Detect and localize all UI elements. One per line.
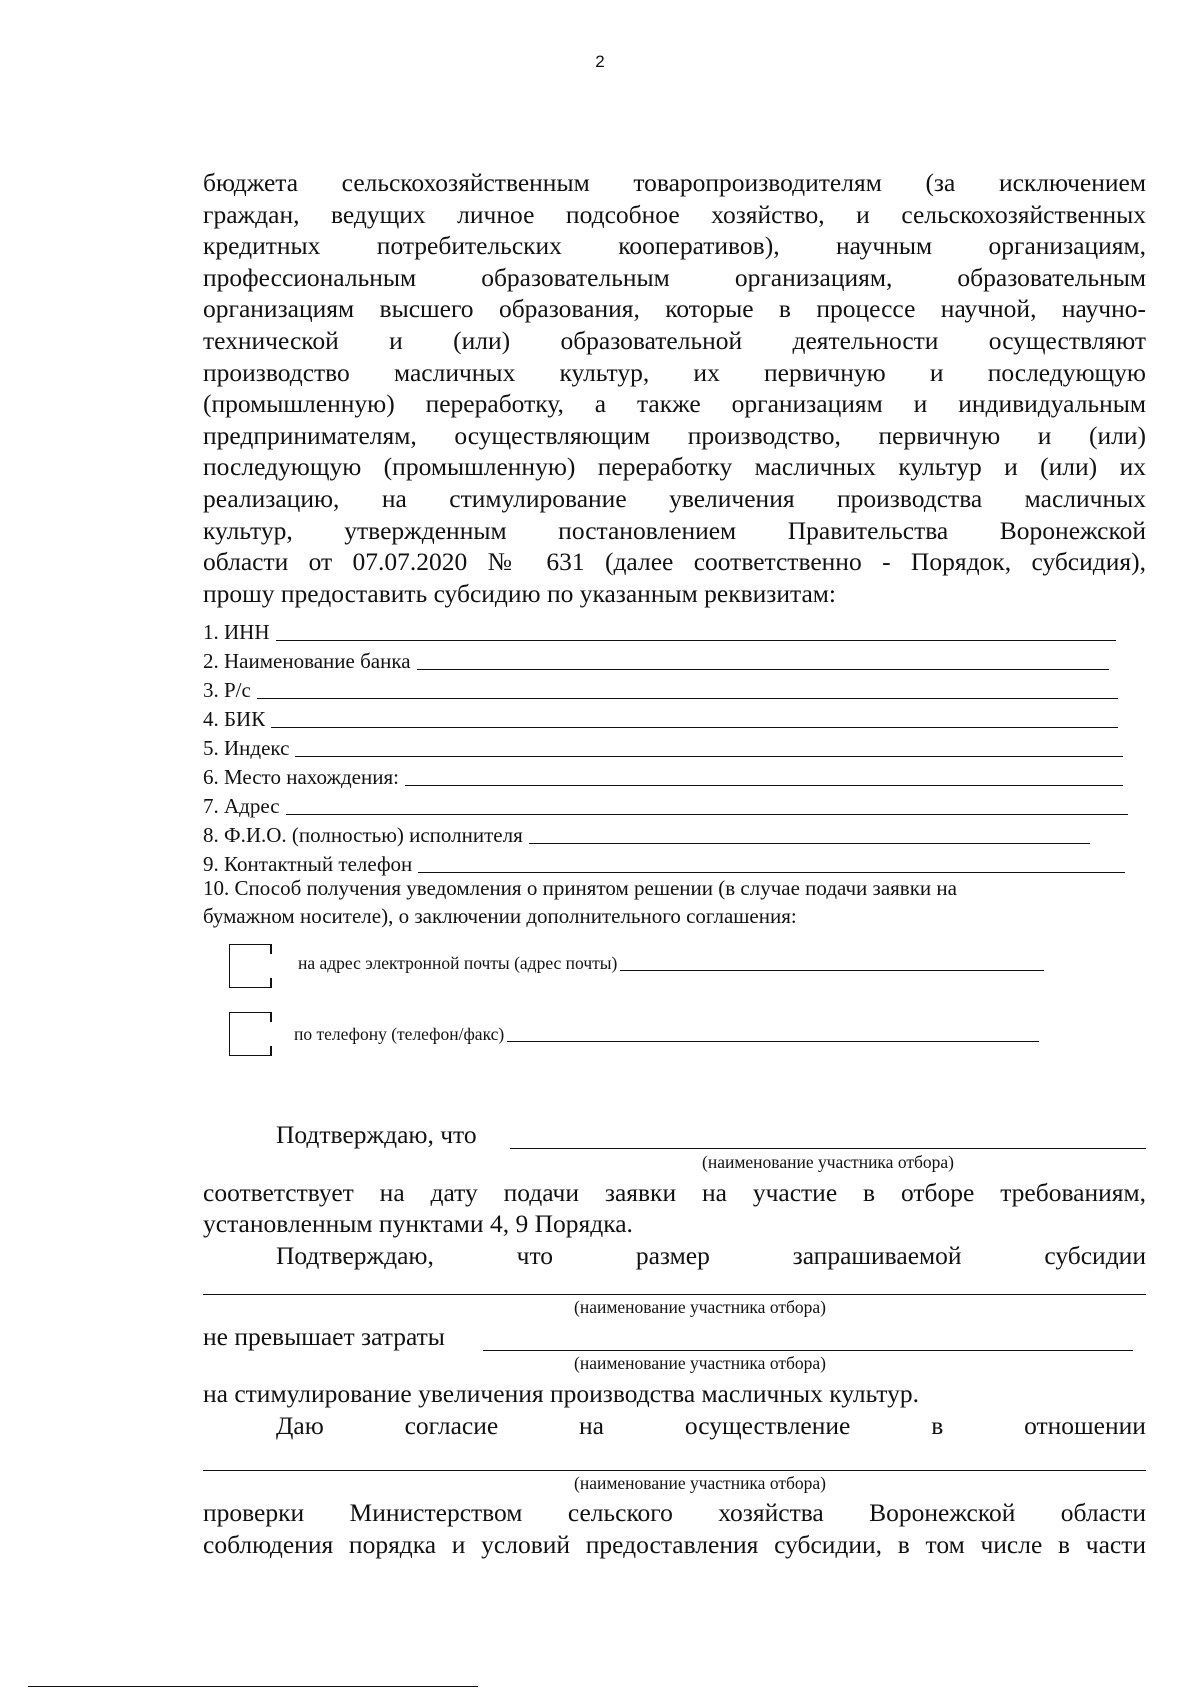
intro-line: последующую (промышленную) переработку масличных культур и (или) их bbox=[203, 452, 1146, 482]
phone-line[interactable] bbox=[507, 1041, 1039, 1042]
location-field[interactable] bbox=[203, 764, 1123, 790]
email-option bbox=[298, 951, 1044, 975]
consent-line: соблюдения порядка и условий предоставления субсидии, в том числе в части bbox=[203, 1530, 1146, 1559]
bik-line[interactable] bbox=[271, 727, 1118, 728]
confirm-line: соответствует на дату подачи заявки на участие в отборе требованиям, bbox=[203, 1178, 1146, 1207]
consent-row bbox=[276, 1410, 1146, 1441]
account-field[interactable] bbox=[203, 677, 1118, 703]
address-field[interactable] bbox=[203, 793, 1128, 819]
confirm-lead: Подтверждаю, что bbox=[276, 1120, 477, 1149]
confirm-line: установленным пунктами 4, 9 Порядка. bbox=[203, 1209, 633, 1238]
participant-name-line[interactable] bbox=[483, 1350, 1133, 1351]
email-checkbox[interactable] bbox=[229, 944, 272, 988]
intro-line: реализацию, на стимулирование увеличения производства масличных bbox=[203, 483, 1146, 513]
participant-caption: (наименование участника отбора) bbox=[574, 1473, 826, 1493]
word: Подтверждаю, bbox=[276, 1241, 434, 1270]
confirm-amount-row bbox=[276, 1240, 1146, 1271]
inn-field[interactable] bbox=[203, 619, 1116, 645]
phone-checkbox[interactable] bbox=[229, 1012, 272, 1056]
notification-method-text bbox=[203, 874, 1103, 930]
executor-name-label: 8. Ф.И.О. (полностью) исполнителя bbox=[203, 823, 523, 847]
index-label: 5. Индекс bbox=[203, 736, 290, 760]
participant-name-line[interactable] bbox=[203, 1470, 1146, 1471]
word: в bbox=[931, 1411, 944, 1440]
phone-option-label: по телефону (телефон/факс) bbox=[294, 1024, 505, 1044]
account-label: 3. Р/с bbox=[203, 678, 251, 702]
email-line[interactable] bbox=[620, 970, 1044, 971]
intro-line: прошу предоставить субсидию по указанным реквизитам: bbox=[203, 578, 836, 608]
intro-line: производство масличных культур, их первичную и последующую bbox=[203, 357, 1146, 387]
intro-line: бюджета сельскохозяйственным товаропроизводителям (за исключением bbox=[203, 168, 1146, 197]
notification-method-line: 10. Способ получения уведомления о принятом решении (в случае подачи заявки на bbox=[203, 876, 957, 900]
bik-label: 4. БИК bbox=[203, 707, 266, 731]
participant-caption: (наименование участника отбора) bbox=[574, 1353, 826, 1373]
location-label: 6. Место нахождения: bbox=[203, 765, 399, 789]
intro-line: культур, утвержденным постановлением Правительства Воронежской bbox=[203, 515, 1146, 545]
intro-line: (промышленную) переработку, а также организациям и индивидуальным bbox=[203, 389, 1146, 419]
word: согласие bbox=[404, 1411, 499, 1440]
page-number: 2 bbox=[595, 52, 605, 71]
intro-line: профессиональным образовательным организациям, образовательным bbox=[203, 262, 1146, 292]
index-line[interactable] bbox=[295, 756, 1123, 757]
participant-caption: (наименование участника отбора) bbox=[702, 1152, 954, 1172]
word: размер bbox=[635, 1241, 710, 1270]
word: что bbox=[516, 1241, 554, 1270]
intro-line: технической и (или) образовательной деятельности осуществляют bbox=[203, 325, 1146, 355]
contact-phone-label: 9. Контактный телефон bbox=[203, 852, 413, 876]
intro-line: предпринимателям, осуществляющим производство, первичную и (или) bbox=[203, 420, 1146, 450]
participant-name-line[interactable] bbox=[510, 1148, 1146, 1149]
bank-name-line[interactable] bbox=[417, 669, 1109, 670]
notification-method-line: бумажном носителе), о заключении дополнительного соглашения: bbox=[203, 904, 797, 928]
inn-label: 1. ИНН bbox=[203, 620, 270, 644]
address-line[interactable] bbox=[286, 814, 1128, 815]
consent-line: проверки Министерством сельского хозяйства Воронежской области bbox=[203, 1498, 1146, 1527]
intro-paragraph bbox=[203, 167, 1146, 609]
word: на bbox=[579, 1411, 604, 1440]
participant-name-line[interactable] bbox=[203, 1294, 1146, 1295]
costs-lead: не превышает затраты bbox=[203, 1322, 445, 1351]
location-line[interactable] bbox=[405, 785, 1123, 786]
address-label: 7. Адрес bbox=[203, 794, 280, 818]
intro-line: кредитных потребительских кооперативов), научным организациям, bbox=[203, 231, 1146, 261]
intro-line: области от 07.07.2020 № 631 (далее соответственно - Порядок, субсидия), bbox=[203, 547, 1146, 577]
executor-name-field[interactable] bbox=[203, 822, 1090, 848]
bank-name-field[interactable] bbox=[203, 648, 1109, 674]
index-field[interactable] bbox=[203, 735, 1123, 761]
bik-field[interactable] bbox=[203, 706, 1118, 732]
word: субсидии bbox=[1044, 1241, 1146, 1270]
word: Даю bbox=[276, 1411, 324, 1440]
costs-line: на стимулирование увеличения производства масличных культур. bbox=[203, 1379, 919, 1408]
footer-rule bbox=[28, 1686, 478, 1687]
intro-line: организациям высшего образования, которые в процессе научной, научно- bbox=[203, 294, 1146, 324]
email-option-label: на адрес электронной почты (адрес почты) bbox=[298, 953, 618, 973]
word: запрашиваемой bbox=[792, 1241, 962, 1270]
phone-option bbox=[294, 1022, 1039, 1046]
participant-caption: (наименование участника отбора) bbox=[574, 1297, 826, 1317]
bank-name-label: 2. Наименование банка bbox=[203, 649, 411, 673]
inn-line[interactable] bbox=[276, 640, 1117, 641]
word: отношении bbox=[1024, 1411, 1146, 1440]
executor-name-line[interactable] bbox=[529, 843, 1090, 844]
account-line[interactable] bbox=[257, 698, 1118, 699]
contact-phone-line[interactable] bbox=[418, 872, 1125, 873]
word: осуществление bbox=[684, 1411, 851, 1440]
intro-line: граждан, ведущих личное подсобное хозяйство, и сельскохозяйственных bbox=[203, 199, 1146, 229]
